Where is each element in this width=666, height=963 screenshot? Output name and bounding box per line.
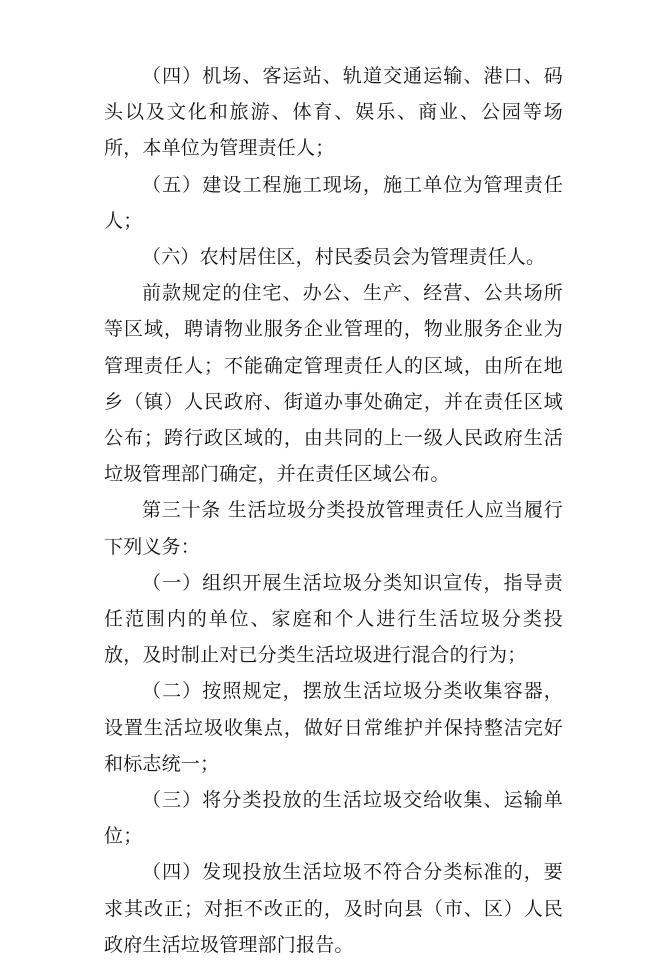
duty-item-1: （一）组织开展生活垃圾分类知识宣传，指导责任范围内的单位、家庭和个人进行生活垃圾分类投放，及时制止对已分类生活垃圾进行混合的行为； <box>104 571 563 667</box>
duty-item-4: （四）发现投放生活垃圾不符合分类标准的，要求其改正；对拒不改正的，及时向县（市、区）人民政府生活垃圾管理部门报告。 <box>104 861 563 956</box>
paragraph-item-4: （四）机场、客运站、轨道交通运输、港口、码头以及文化和旅游、体育、娱乐、商业、公园等场所，本单位为管理责任人； <box>104 65 563 160</box>
duty-item-2: （二）按照规定，摆放生活垃圾分类收集容器，设置生活垃圾收集点，做好日常维护并保持整洁完好和标志统一； <box>104 680 563 775</box>
paragraph-item-5: （五）建设工程施工现场，施工单位为管理责任人； <box>104 173 563 232</box>
article-30-heading: 第三十条 生活垃圾分类投放管理责任人应当履行下列义务： <box>104 499 563 558</box>
paragraph-item-6: （六）农村居住区，村民委员会为管理责任人。 <box>142 246 546 269</box>
duty-item-3: （三）将分类投放的生活垃圾交给收集、运输单位； <box>104 789 563 848</box>
paragraph-responsibility-rule: 前款规定的住宅、办公、生产、经营、公共场所等区域，聘请物业服务企业管理的，物业服务企业为管理责任人；不能确定管理责任人的区域，由所在地乡（镇）人民政府、街道办事处确定，并在责任区域公布；跨行政区域的，由共同的上一级人民政府生活垃圾管理部门确定，并在责任区域公布。 <box>104 282 563 486</box>
